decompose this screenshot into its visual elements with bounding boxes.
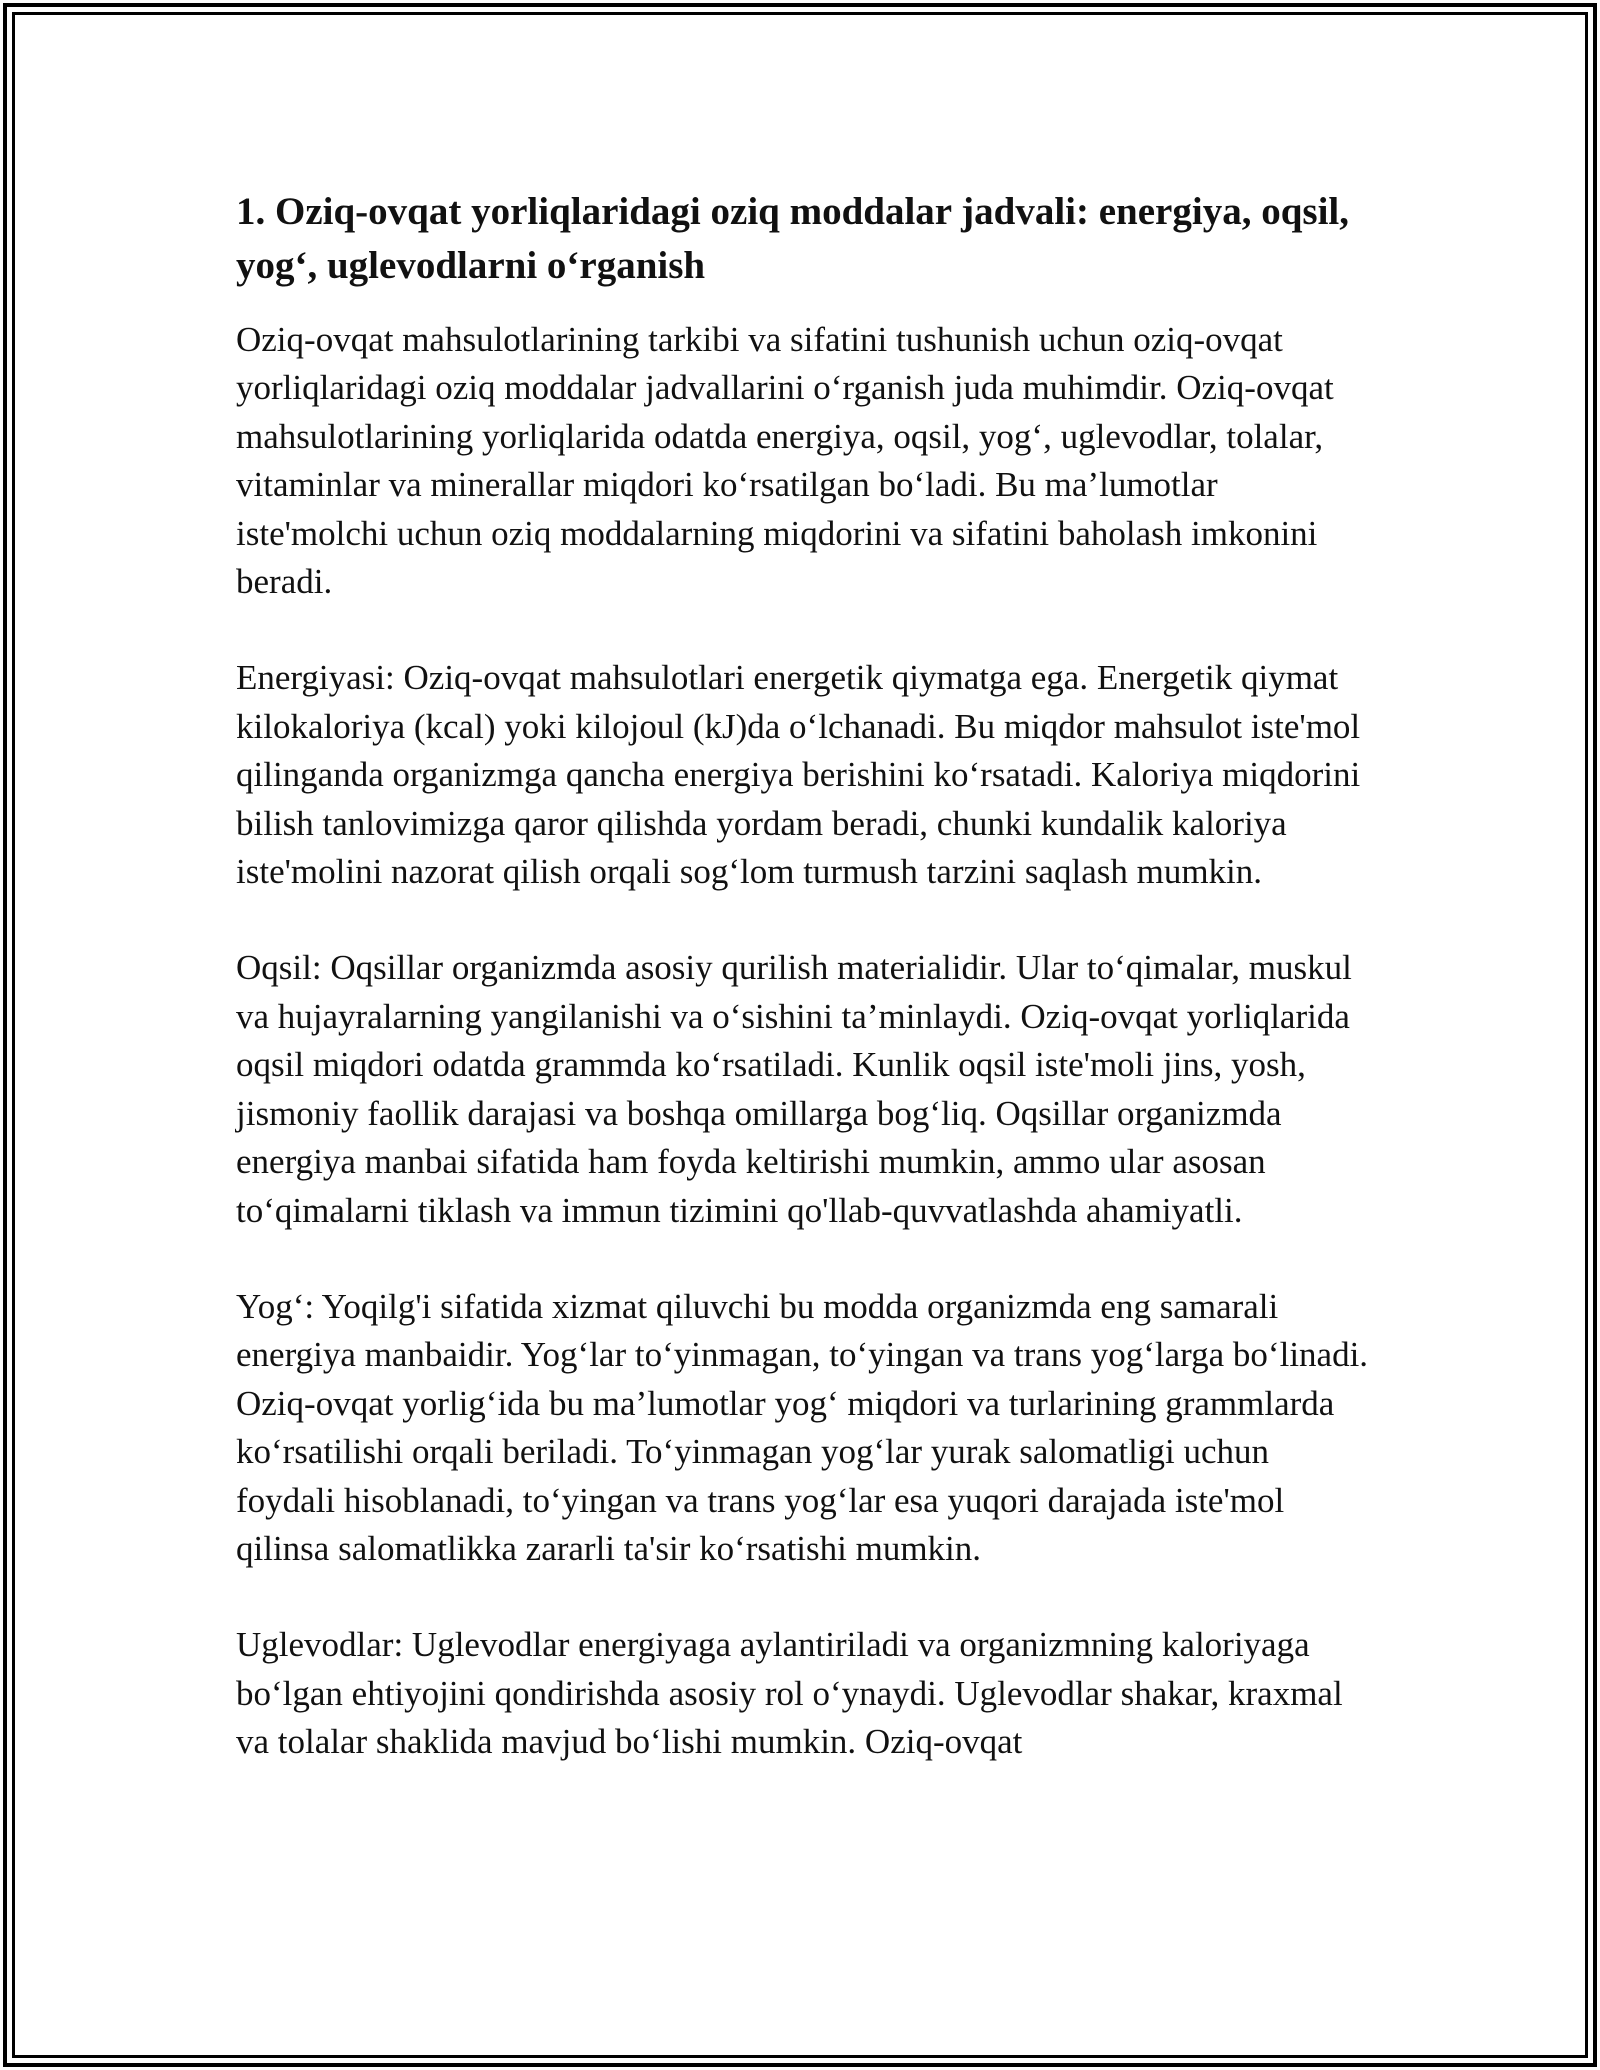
paragraph-protein: Oqsil: Oqsillar organizmda asosiy qurilish materialidir. Ular to‘qimalar, muskul va hujayralarning yangilanishi va o‘sishini ta’minlaydi. Oziq-ovqat yorliqlarida oqsil miqdori odatda grammda ko‘rsatiladi. Kunlik oqsil iste'moli jins, yosh, jismoniy faollik darajasi va boshqa omillarga bog‘liq. Oqsillar organizmda energiya manbai sifatida ham foyda keltirishi mumkin, ammo ular asosan to‘qimalarni tiklash va immun tizimini qo'llab-quvvatlashda ahamiyatli. — [236, 948, 1352, 1230]
paragraph-carbohydrates: Uglevodlar: Uglevodlar energiyaga aylantiriladi va organizmning kaloriyaga bo‘lgan ehtiyojini qondirishda asosiy rol o‘ynaydi. Uglevodlar shakar, kraxmal va tolalar shaklida mavjud bo‘lishi mumkin. Oziq-ovqat — [236, 1625, 1343, 1762]
paragraph-fat: Yog‘: Yoqilg'i sifatida xizmat qiluvchi bu modda organizmda eng samarali energiya manbaidir. Yog‘lar to‘yinmagan, to‘yingan va trans yog‘larga bo‘linadi. Oziq-ovqat yorlig‘ida bu ma’lumotlar yog‘ miqdori va turlarining grammlarda ko‘rsatilishi orqali beriladi. To‘yinmagan yog‘lar yurak salomatligi uchun foydali hisoblanadi, to‘yingan va trans yog‘lar esa yuqori darajada iste'mol qilinsa salomatlikka zararli ta'sir ko‘rsatishi mumkin. — [236, 1286, 1369, 1568]
paragraph-intro: Oziq-ovqat mahsulotlarining tarkibi va sifatini tushunish uchun oziq-ovqat yorliqlaridagi oziq moddalar jadvallarini o‘rganish juda muhimdir. Oziq-ovqat mahsulotlarining yorliqlarida odatda energiya, oqsil, yog‘, uglevodlar, tolalar, vitaminlar va minerallar miqdori ko‘rsatilgan bo‘ladi. Bu ma’lumotlar iste'molchi uchun oziq moddalarning miqdorini va sifatini baholash imkonini beradi. — [236, 320, 1334, 602]
document-body — [236, 185, 1371, 1767]
paragraph-energy: Energiyasi: Oziq-ovqat mahsulotlari energetik qiymatga ega. Energetik qiymat kilokaloriya (kcal) yoki kilojoul (kJ)da o‘lchanadi. Bu miqdor mahsulot iste'mol qilinganda organizmga qancha energiya berishini ko‘rsatadi. Kaloriya miqdorini bilish tanlovimizga qaror qilishda yordam beradi, chunki kundalik kaloriya iste'molini nazorat qilish orqali sog‘lom turmush tarzini saqlash mumkin. — [236, 658, 1361, 892]
section-heading: 1. Oziq-ovqat yorliqlaridagi oziq moddalar jadvali: energiya, oqsil, yog‘, uglevodlarni o‘rganish — [236, 190, 1349, 287]
